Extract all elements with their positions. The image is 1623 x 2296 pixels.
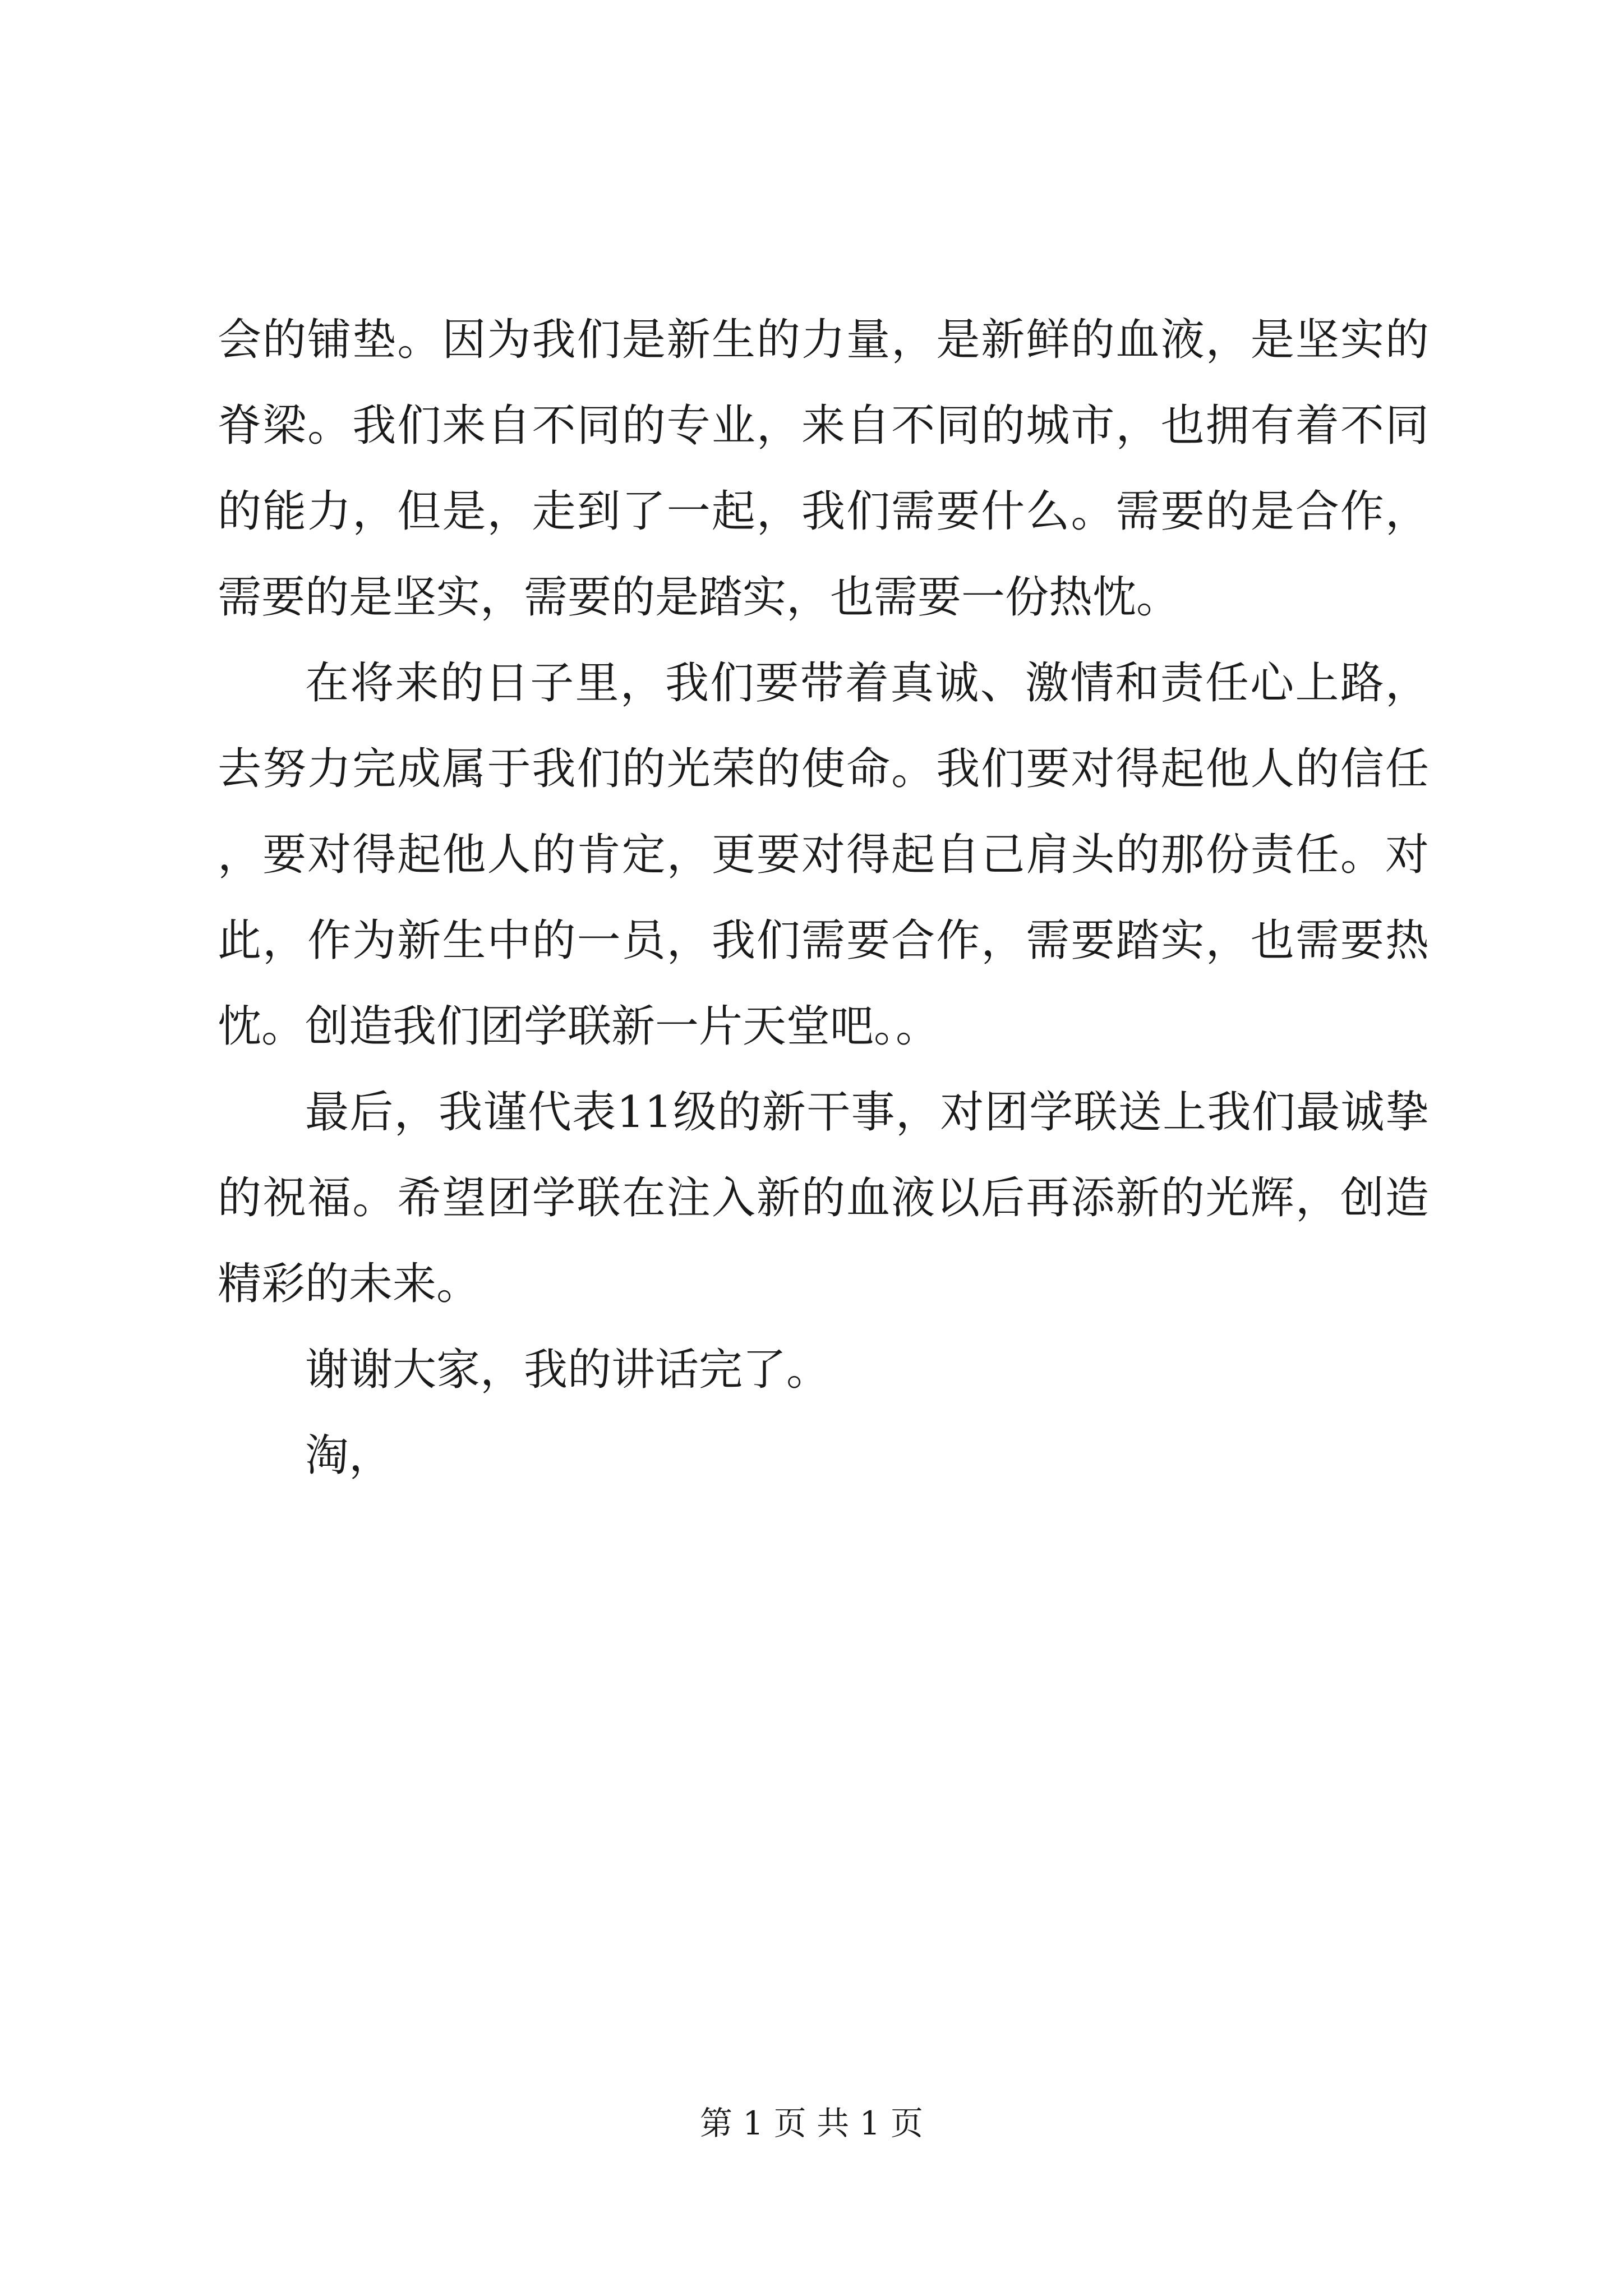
paragraph-2: 在将来的日子里，我们要带着真诚、激情和责任心上路，去努力完成属于我们的光荣的使命。我们要对得起他人的信任，要对得起他人的肯定，更要对得起自己肩头的那份责任。对此，作为新生中的一员，我们需要合作，需要踏实，也需要热忱。创造我们团学联新一片天堂吧。。 <box>218 658 1429 1052</box>
paragraph-3: 最后，我谨代表11级的新干事，对团学联送上我们最诚挚的祝福。希望团学联在注入新的血液以后再添新的光辉，创造精彩的未来。 <box>218 1087 1429 1309</box>
paragraph-1: 会的铺垫。因为我们是新生的力量，是新鲜的血液，是坚实的脊梁。我们来自不同的专业，来自不同的城市，也拥有着不同的能力，但是，走到了一起，我们需要什么。需要的是合作，需要的是坚实，需要的是踏实，也需要一份热忱。 <box>218 315 1429 623</box>
paragraph-4: 谢谢大家，我的讲话完了。 <box>305 1345 831 1395</box>
document-body <box>218 297 1429 1499</box>
paragraph-5: 淘， <box>305 1430 393 1481</box>
page-footer: 第 1 页 共 1 页 <box>700 2104 923 2142</box>
